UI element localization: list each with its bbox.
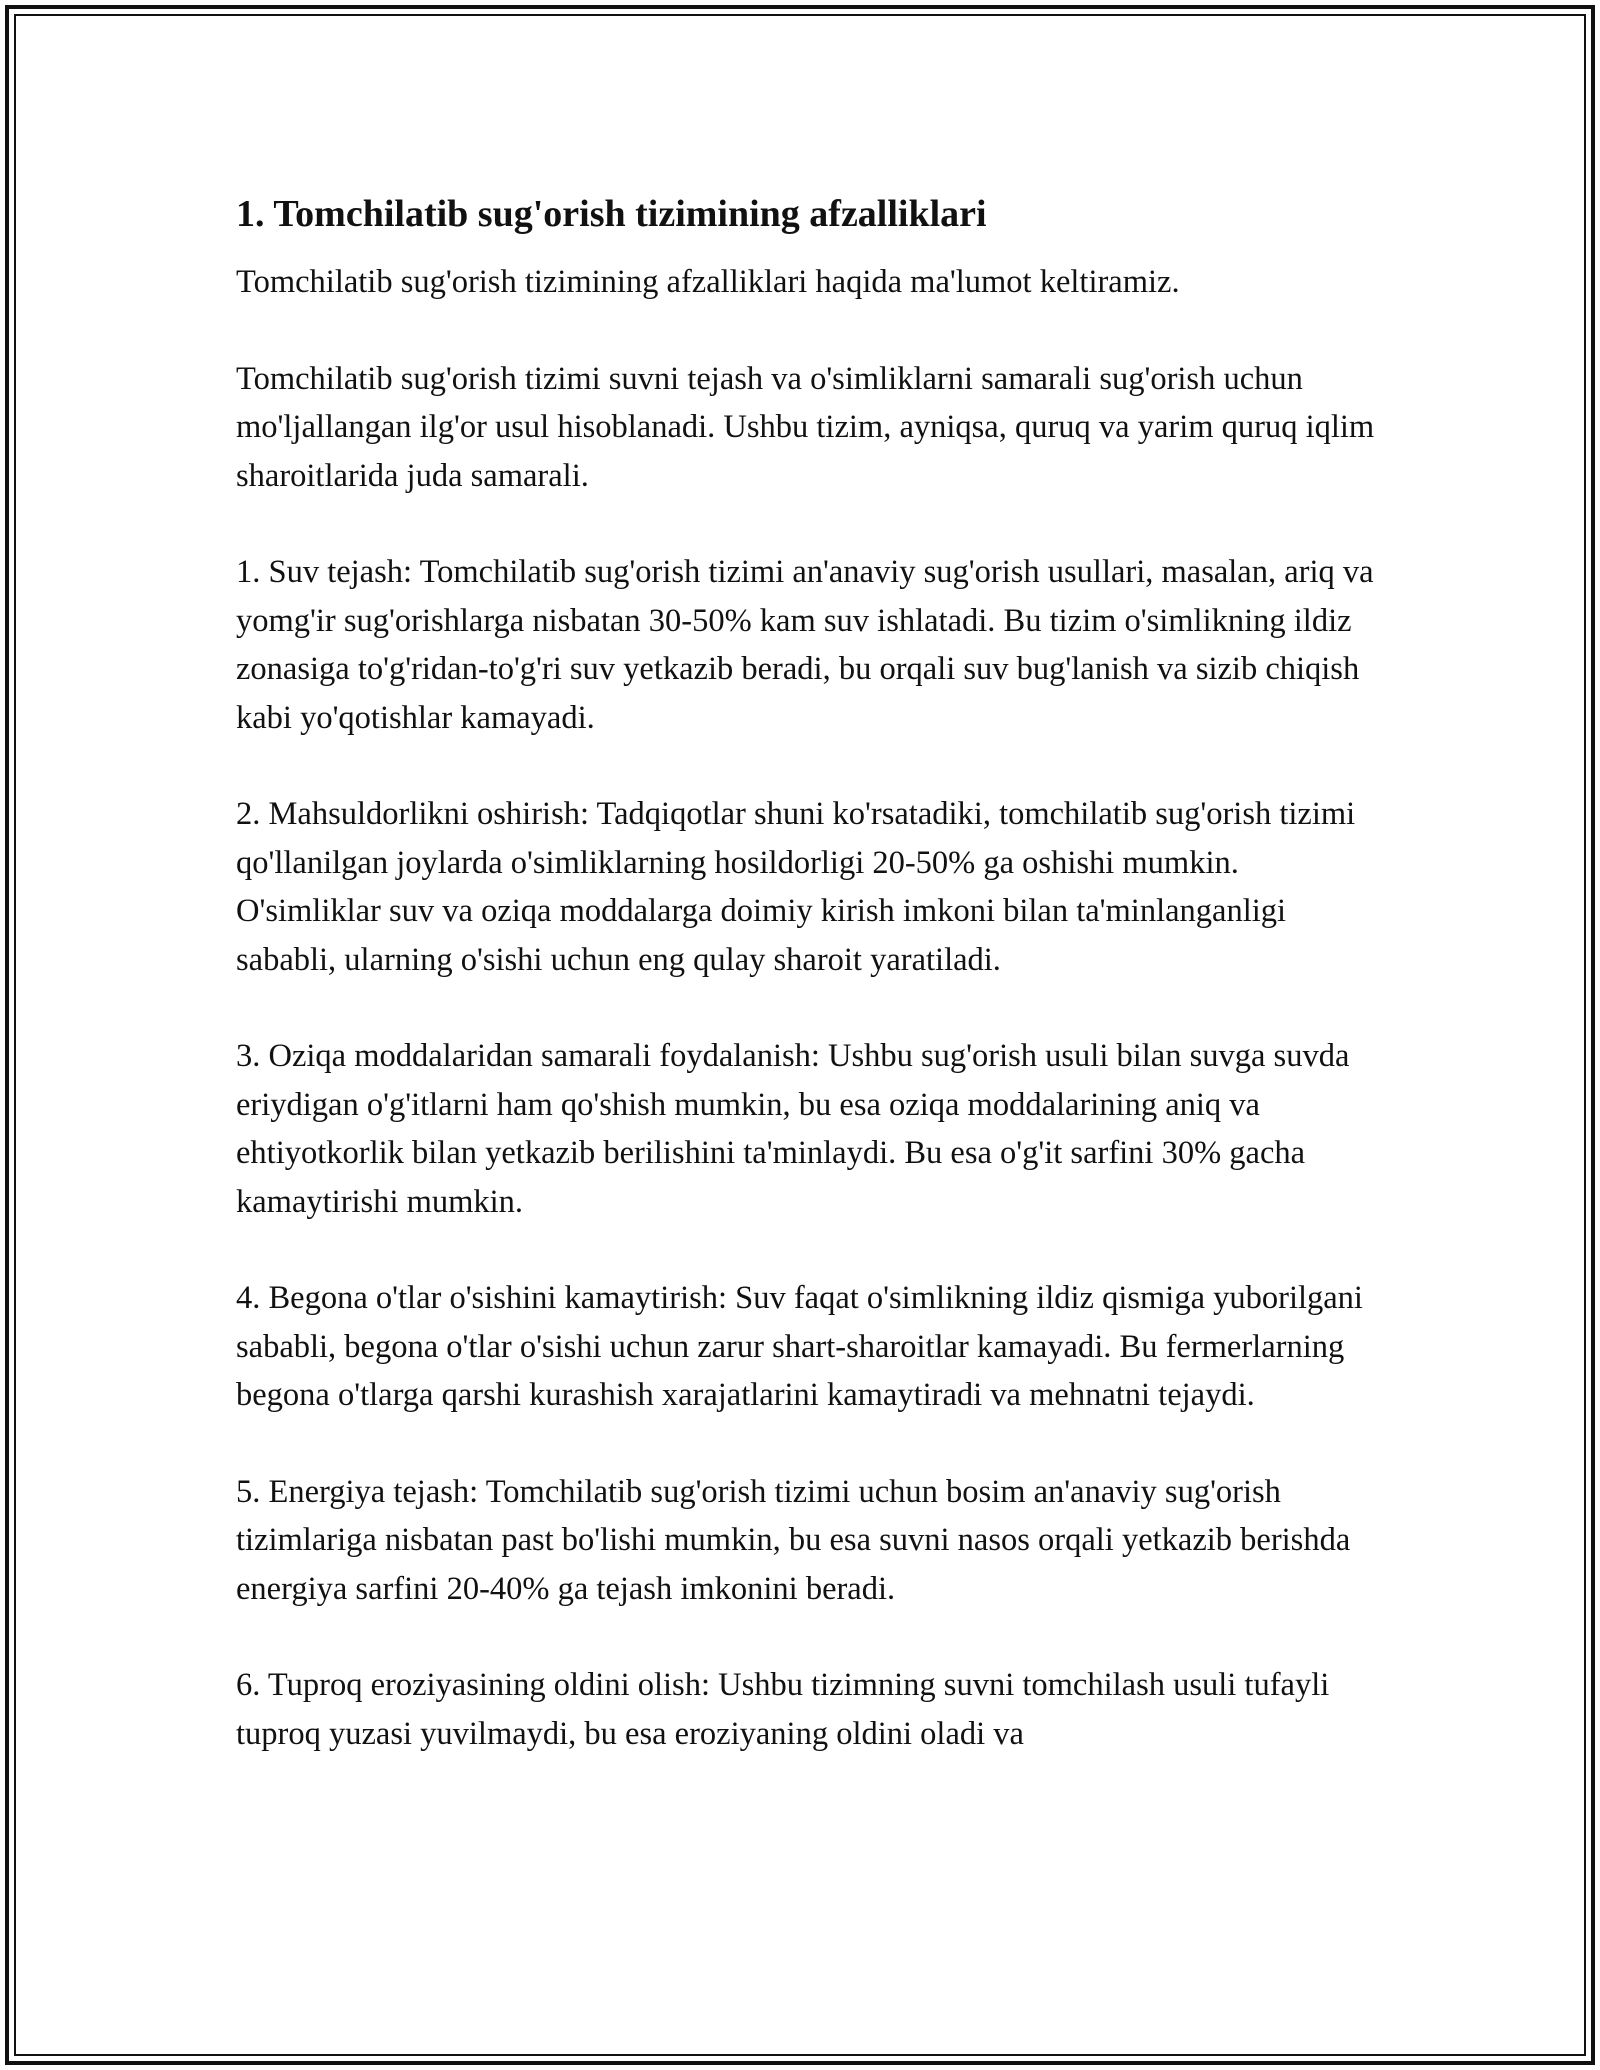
- point-productivity: 2. Mahsuldorlikni oshirish: Tadqiqotlar shuni ko'rsatadiki, tomchilatib sug'orish tizimi qo'llanilgan joylarda o'simliklarning hosildorligi 20-50% ga oshishi mumkin. O'simliklar suv va oziqa moddalarga doimiy kirish imkoni bilan ta'minlanganligi sababli, ularning o'sishi uchun eng qulay sharoit yaratiladi.: [236, 796, 1356, 978]
- document-body: [236, 186, 1386, 1758]
- point-weed-reduction: 4. Begona o'tlar o'sishini kamaytirish: Suv faqat o'simlikning ildiz qismiga yuborilgani sababli, begona o'tlar o'sishi uchun zarur shart-sharoitlar kamayadi. Bu fermerlarning begona o'tlarga qarshi kurashish xarajatlarini kamaytiradi va mehnatni tejaydi.: [236, 1280, 1363, 1413]
- overview-paragraph: Tomchilatib sug'orish tizimi suvni tejash va o'simliklarni samarali sug'orish uchun mo'ljallangan ilg'or usul hisoblanadi. Ushbu tizim, ayniqsa, quruq va yarim quruq iqlim sharoitlarida juda samarali.: [236, 360, 1375, 494]
- point-water-saving: 1. Suv tejash: Tomchilatib sug'orish tizimi an'anaviy sug'orish usullari, masalan, ariq va yomg'ir sug'orishlarga nisbatan 30-50% kam suv ishlatadi. Bu tizim o'simlikning ildiz zonasiga to'g'ridan-to'g'ri suv yetkazib beradi, bu orqali suv bug'lanish va sizib chiqish kabi yo'qotishlar kamayadi.: [236, 554, 1374, 736]
- point-nutrients: 3. Oziqa moddalaridan samarali foydalanish: Ushbu sug'orish usuli bilan suvga suvda eriydigan o'g'itlarni ham qo'shish mumkin, bu esa oziqa moddalarining aniq va ehtiyotkorlik bilan yetkazib berilishini ta'minlaydi. Bu esa o'g'it sarfini 30% gacha kamaytirishi mumkin.: [236, 1038, 1350, 1220]
- intro-paragraph: Tomchilatib sug'orish tizimining afzalliklari haqida ma'lumot keltiramiz.: [236, 264, 1180, 300]
- point-erosion-prevention: 6. Tuproq eroziyasining oldini olish: Ushbu tizimning suvni tomchilash usuli tufayli tuproq yuzasi yuvilmaydi, bu esa eroziyaning oldini oladi va: [236, 1667, 1330, 1752]
- document-title: 1. Tomchilatib sug'orish tizimining afzalliklari: [236, 193, 987, 235]
- point-energy-saving: 5. Energiya tejash: Tomchilatib sug'orish tizimi uchun bosim an'anaviy sug'orish tizimlariga nisbatan past bo'lishi mumkin, bu esa suvni nasos orqali yetkazib berishda energiya sarfini 20-40% ga tejash imkonini beradi.: [236, 1473, 1351, 1607]
